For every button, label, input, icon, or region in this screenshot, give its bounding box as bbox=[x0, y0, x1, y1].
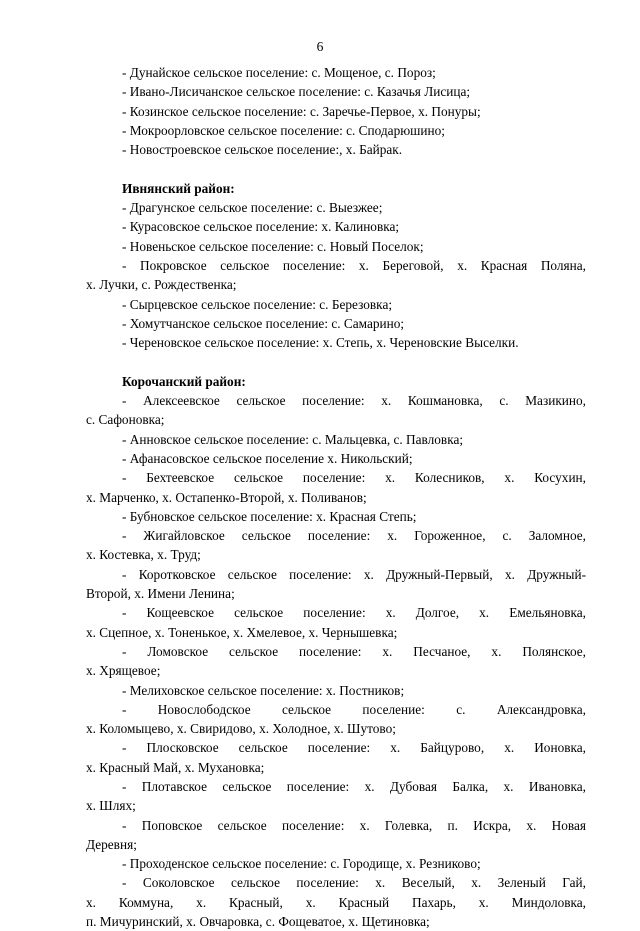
list-item bbox=[86, 333, 586, 352]
list-item bbox=[86, 738, 586, 777]
list-item-line: Второй, х. Имени Ленина; bbox=[86, 586, 235, 602]
korochansky-list bbox=[86, 391, 586, 931]
list-item-line: х. Хрящевое; bbox=[86, 663, 161, 679]
list-item-line: п. Мичуринский, х. Овчаровка, с. Фощеватое, х. Щетиновка; bbox=[86, 914, 430, 930]
section-heading-ivnyansky: Ивнянский район: bbox=[122, 180, 235, 196]
list-item bbox=[86, 681, 586, 700]
list-item-line: с. Сафоновка; bbox=[86, 412, 165, 428]
list-item bbox=[86, 198, 586, 217]
list-item bbox=[86, 256, 586, 295]
list-item-line: - Курасовское сельское поселение: х. Калиновка; bbox=[122, 219, 400, 235]
list-item-line: х. Красный Май, х. Мухановка; bbox=[86, 759, 265, 775]
list-item-line: - Новеньское сельское поселение: с. Новый Поселок; bbox=[122, 238, 424, 254]
list-item bbox=[86, 854, 586, 873]
list-item: - Дунайское сельское поселение: с. Мощеное, с. Пороз; bbox=[122, 65, 436, 80]
list-item: - Ивано-Лисичанское сельское поселение: с. Казачья Лисица; bbox=[122, 84, 471, 100]
list-item bbox=[86, 873, 586, 931]
list-item-line: - Плотавское сельское поселение: х. Дубовая Балка, х. Ивановка, bbox=[122, 778, 586, 794]
list-item bbox=[86, 430, 586, 449]
list-item bbox=[86, 565, 586, 604]
list-item-line: - Афанасовское сельское поселение х. Никольский; bbox=[122, 450, 413, 466]
list-item bbox=[86, 295, 586, 314]
list-item-line: - Бехтеевское сельское поселение: х. Колесников, х. Косухин, bbox=[122, 470, 586, 486]
list-item bbox=[86, 391, 586, 430]
list-item-line: х. Костевка, х. Труд; bbox=[86, 547, 201, 563]
list-item-line: - Мелиховское сельское поселение: х. Постников; bbox=[122, 682, 405, 698]
list-item bbox=[86, 777, 586, 816]
list-item-line: - Череновское сельское поселение: х. Степь, х. Череновские Выселки. bbox=[122, 335, 519, 351]
page-number: 6 bbox=[316, 39, 324, 54]
list-item-line: - Сырцевское сельское поселение: с. Березовка; bbox=[122, 296, 393, 312]
list-item-line: - Бубновское сельское поселение: х. Красная Степь; bbox=[122, 508, 417, 524]
list-item-line: - Коротковское сельское поселение: х. Дружный-Первый, х. Дружный- bbox=[122, 566, 586, 582]
list-item bbox=[86, 507, 586, 526]
list-item-line: - Кощеевское сельское поселение: х. Долгое, х. Емельяновка, bbox=[122, 605, 586, 621]
list-item-line: Деревня; bbox=[86, 836, 137, 852]
list-item bbox=[86, 468, 586, 507]
list-item-line: - Жигайловское сельское поселение: х. Гороженное, с. Заломное, bbox=[122, 528, 586, 544]
list-item-line: х. Лучки, с. Рождественка; bbox=[86, 277, 237, 293]
list-item bbox=[86, 314, 586, 333]
list-item-line: х. Марченко, х. Остапенко-Второй, х. Поливанов; bbox=[86, 489, 367, 505]
list-item-line: - Покровское сельское поселение: х. Береговой, х. Красная Поляна, bbox=[122, 257, 586, 273]
section-spacer bbox=[86, 159, 586, 178]
list-item-line: - Плосковское сельское поселение: х. Байцурово, х. Ионовка, bbox=[122, 740, 586, 756]
list-item bbox=[86, 237, 586, 256]
list-item-line: х. Сцепное, х. Тоненькое, х. Хмелевое, х. Чернышевка; bbox=[86, 624, 398, 640]
list-item bbox=[86, 816, 586, 855]
list-item-line: - Хомутчанское сельское поселение: с. Самарино; bbox=[122, 315, 405, 331]
list-item: - Козинское сельское поселение: с. Заречье-Первое, х. Понуры; bbox=[122, 103, 481, 119]
list-item-line: х. Шлях; bbox=[86, 798, 136, 814]
list-item-line: - Алексеевское сельское поселение: х. Кошмановка, с. Мазикино, bbox=[122, 393, 586, 409]
list-item bbox=[86, 642, 586, 681]
list-item: - Новостроевское сельское поселение:, х. Байрак. bbox=[122, 142, 403, 158]
list-item-line: х. Коммуна, х. Красный, х. Красный Пахарь, х. Миндоловка, bbox=[86, 894, 586, 910]
list-item-line: - Новослободское сельское поселение: с. Александровка, bbox=[122, 701, 586, 717]
list-item-line: - Поповское сельское поселение: х. Голевка, п. Искра, х. Новая bbox=[122, 817, 586, 833]
list-item: - Мокроорловское сельское поселение: с. Сподарюшино; bbox=[122, 122, 445, 138]
list-item-line: х. Коломыцево, х. Свиридово, х. Холодное, х. Шутово; bbox=[86, 721, 396, 737]
intro-list bbox=[86, 63, 586, 159]
list-item bbox=[86, 700, 586, 739]
document-body bbox=[86, 63, 586, 931]
list-item-line: - Ломовское сельское поселение: х. Песчаное, х. Полянское, bbox=[122, 643, 586, 659]
list-item-line: - Драгунское сельское поселение: с. Выезжее; bbox=[122, 200, 383, 216]
list-item bbox=[86, 603, 586, 642]
section-heading-korochansky: Корочанский район: bbox=[122, 373, 246, 389]
ivnyansky-list bbox=[86, 198, 586, 352]
list-item bbox=[86, 217, 586, 236]
section-spacer bbox=[86, 352, 586, 371]
list-item bbox=[86, 526, 586, 565]
list-item-line: - Соколовское сельское поселение: х. Веселый, х. Зеленый Гай, bbox=[122, 875, 586, 891]
list-item-line: - Проходенское сельское поселение: с. Городище, х. Резниково; bbox=[122, 856, 481, 872]
list-item-line: - Анновское сельское поселение: с. Мальцевка, с. Павловка; bbox=[122, 431, 464, 447]
list-item bbox=[86, 449, 586, 468]
